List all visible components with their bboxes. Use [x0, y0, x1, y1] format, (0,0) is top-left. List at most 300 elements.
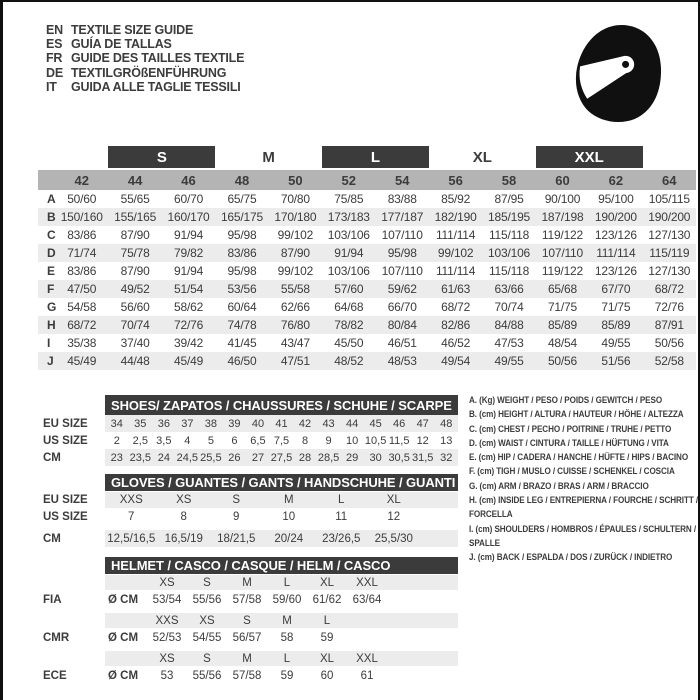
value-cell: 50/60: [67, 192, 97, 206]
value-cell: 28: [298, 451, 312, 464]
value-cell: XS: [176, 494, 192, 506]
value-cell: 8: [180, 510, 187, 523]
value-cell: 87/90: [120, 264, 150, 278]
value-cell: 40: [251, 417, 265, 430]
value-cell: 27,5: [270, 451, 293, 464]
value-cell: 87/90: [280, 246, 310, 260]
value-cell: 46/50: [227, 354, 257, 368]
size-label: XS: [159, 576, 175, 589]
value-cell: 64/68: [334, 300, 364, 314]
value-cell: 52/53: [152, 631, 182, 644]
diameter-label: Ø CM: [108, 631, 139, 644]
legend-item-h: H. (cm) INSIDE LEG / ENTREPIERNA / FOURCHE / SCHRITT / FORCELLA: [469, 495, 699, 520]
helmet-values-row-fia: [38, 590, 696, 609]
value-cell: 62/66: [280, 300, 310, 314]
size-group-s: S: [108, 146, 215, 168]
value-cell: 182/190: [434, 210, 477, 224]
value-cell: 6: [231, 434, 238, 447]
value-cell: 173/183: [327, 210, 370, 224]
value-cell: 85/92: [441, 192, 471, 206]
value-cell: 2,5: [132, 434, 148, 447]
value-cell: 51/56: [601, 354, 631, 368]
language-title: GUÍA DE TALLAS: [71, 37, 172, 52]
value-cell: 55/58: [280, 282, 310, 296]
value-cell: 36: [157, 417, 170, 430]
value-cell: 68/72: [67, 318, 97, 332]
gloves-table-title: GLOVES / GUANTES / GANTS / HANDSCHUHE / GUANTI: [105, 474, 458, 491]
legend-item-f: F. (cm) TIGH / MUSLO / CUISSE / SCHENKEL / COSCIA: [469, 466, 675, 477]
size-label: S: [243, 614, 251, 627]
value-cell: 76/80: [280, 318, 310, 332]
language-code: ES: [46, 37, 63, 52]
helmet-sizes-values: [105, 575, 458, 590]
value-cell: 46/52: [441, 336, 471, 350]
legend-item-e: E. (cm) HIP / CADERA / HANCHE / HÜFTE / HIPS / BACINO: [469, 452, 689, 463]
value-cell: 99/102: [437, 246, 474, 260]
value-cell: 8: [301, 434, 309, 447]
value-cell: 75/78: [120, 246, 150, 260]
value-cell: 187/198: [541, 210, 584, 224]
value-cell: 6,5: [250, 434, 266, 447]
row-label: D: [47, 246, 56, 260]
value-cell: M: [283, 494, 294, 506]
value-cell: 56/60: [120, 300, 150, 314]
gloves-values-cm: [105, 530, 458, 547]
value-cell: 27: [251, 451, 265, 464]
row-label: US SIZE: [43, 510, 88, 523]
value-cell: 155/165: [114, 210, 157, 224]
value-cell: 48: [440, 417, 453, 430]
measurement-legend: [469, 393, 700, 565]
language-row: [46, 66, 244, 80]
value-cell: 12: [416, 434, 429, 447]
value-cell: 25,5: [200, 451, 222, 464]
value-cell: 150/160: [60, 210, 103, 224]
size-label: XXL: [356, 576, 378, 589]
size-group-l: L: [322, 146, 429, 168]
value-cell: 10,5: [364, 434, 387, 447]
value-cell: 91/94: [174, 264, 204, 278]
value-cell: 13: [440, 434, 453, 447]
value-cell: 55/56: [192, 593, 222, 606]
value-cell: 48/52: [334, 354, 364, 368]
size-label: XL: [319, 576, 335, 589]
gloves-values-us: [105, 508, 458, 525]
value-cell: 91/94: [334, 246, 364, 260]
measurement-row-g: [38, 298, 696, 316]
value-cell: 59: [320, 631, 334, 644]
value-cell: 111/114: [435, 228, 476, 242]
value-cell: 95/98: [387, 246, 417, 260]
legend-item-c: C. (cm) CHEST / PECHO / POITRINE / TRUHE / PETTO: [469, 423, 672, 434]
row-label: J: [47, 354, 54, 368]
value-cell: 42: [298, 417, 312, 430]
standard-name: FIA: [43, 593, 62, 606]
value-cell: 24: [157, 451, 170, 464]
value-cell: 59/62: [387, 282, 417, 296]
value-cell: 103/106: [327, 264, 370, 278]
diameter-label: Ø CM: [108, 669, 139, 682]
value-cell: 12,5/16,5: [107, 532, 156, 545]
value-cell: 60/64: [227, 300, 257, 314]
value-cell: 49/54: [441, 354, 471, 368]
value-cell: XXS: [119, 494, 143, 506]
value-cell: 3,5: [156, 434, 172, 447]
value-cell: 9: [325, 434, 332, 447]
value-cell: 10: [345, 434, 359, 447]
value-cell: 95/98: [227, 228, 257, 242]
diameter-label: Ø CM: [108, 593, 139, 606]
value-cell: 63/64: [352, 593, 382, 606]
value-cell: 75/85: [334, 192, 364, 206]
value-cell: 26: [228, 451, 241, 464]
size-label: M: [242, 652, 252, 665]
value-cell: 84/88: [494, 318, 524, 332]
row-label: H: [47, 318, 56, 332]
value-cell: 2: [113, 434, 120, 447]
size-label: S: [203, 652, 211, 665]
language-code: DE: [46, 65, 63, 80]
language-title: GUIDA ALLE TAGLIE TESSILI: [71, 79, 241, 94]
value-cell: 45/49: [174, 354, 204, 368]
shoes-table-title: SHOES/ ZAPATOS / CHAUSSURES / SCHUHE / SCARPE: [105, 395, 458, 415]
value-cell: 123/126: [594, 264, 637, 278]
value-cell: 78/82: [334, 318, 364, 332]
row-label: CM: [43, 451, 61, 464]
value-cell: 53/54: [152, 593, 182, 606]
helmet-sizes-row-ece: [38, 651, 696, 666]
main-size-table: [38, 146, 696, 370]
value-cell: 61: [360, 669, 374, 682]
value-cell: 9: [233, 510, 240, 523]
value-cell: 23: [110, 451, 123, 464]
value-cell: 25,5/30: [374, 532, 413, 545]
value-cell: 59: [280, 669, 294, 682]
value-cell: 56/57: [232, 631, 262, 644]
value-cell: 53/56: [227, 282, 257, 296]
shoes-values-us: [105, 432, 458, 449]
size-label: L: [323, 614, 331, 627]
size-group-m: M: [262, 148, 275, 166]
value-cell: 71/75: [601, 300, 631, 314]
value-cell: 85/89: [601, 318, 631, 332]
value-cell: 12: [387, 510, 401, 523]
value-cell: 58/62: [174, 300, 204, 314]
value-cell: 67/70: [601, 282, 631, 296]
value-cell: 65/75: [227, 192, 257, 206]
size-group-xl: XL: [472, 148, 492, 166]
size-label: 46: [181, 172, 196, 188]
value-cell: 49/52: [120, 282, 150, 296]
value-cell: 83/86: [67, 264, 97, 278]
value-cell: 39: [228, 417, 241, 430]
value-cell: 103/106: [488, 246, 531, 260]
measurement-row-a: [38, 190, 696, 208]
helmet-values: [105, 628, 458, 647]
size-label: 60: [555, 172, 570, 188]
measurement-row-d: [38, 244, 696, 262]
size-label: XS: [199, 614, 215, 627]
language-title: TEXTILGRÖßENFÜHRUNG: [71, 65, 227, 80]
value-cell: 60: [320, 669, 334, 682]
value-cell: 34: [110, 417, 123, 430]
value-cell: 54/55: [192, 631, 222, 644]
value-cell: 82/86: [441, 318, 471, 332]
value-cell: 53: [160, 669, 174, 682]
value-cell: 50/56: [654, 336, 684, 350]
measurement-row-f: [38, 280, 696, 298]
value-cell: 119/122: [541, 228, 583, 242]
value-cell: 47/53: [494, 336, 524, 350]
value-cell: 54/58: [67, 300, 97, 314]
value-cell: 48/53: [387, 354, 417, 368]
value-cell: 60/70: [174, 192, 204, 206]
value-cell: 11,5: [388, 434, 410, 447]
value-cell: 59/60: [272, 593, 302, 606]
value-cell: 85/89: [547, 318, 577, 332]
value-cell: 46/51: [387, 336, 417, 350]
language-title-list: [46, 23, 244, 94]
value-cell: 55/56: [192, 669, 222, 682]
row-label: EU SIZE: [43, 494, 88, 506]
value-cell: 71/75: [547, 300, 577, 314]
size-label: 52: [341, 172, 357, 188]
value-cell: 50/56: [547, 354, 577, 368]
value-cell: 35: [134, 417, 147, 430]
value-cell: 43/47: [280, 336, 310, 350]
value-cell: 55/65: [120, 192, 150, 206]
value-cell: 119/122: [541, 264, 583, 278]
measurement-row-j: [38, 352, 696, 370]
value-cell: 30,5: [388, 451, 410, 464]
legend-item-a: A. (Kg) WEIGHT / PESO / POIDS / GEWITCH / PESO: [469, 395, 663, 405]
value-cell: 190/200: [648, 210, 691, 224]
measurement-row-i: [38, 334, 696, 352]
measurement-rows: [38, 190, 696, 370]
value-cell: 115/119: [649, 246, 690, 260]
value-cell: 5: [207, 434, 214, 447]
value-cell: 44/48: [120, 354, 150, 368]
value-cell: 39/42: [174, 336, 204, 350]
helmet-size-table: [38, 557, 696, 687]
value-cell: 79/82: [174, 246, 204, 260]
value-cell: 74/78: [227, 318, 257, 332]
helmet-values-row-cmr: [38, 628, 696, 647]
value-cell: 46: [393, 417, 406, 430]
value-cell: 87/91: [654, 318, 684, 332]
value-cell: 44: [345, 417, 359, 430]
language-row: [46, 23, 244, 37]
legend-item-j: J. (cm) BACK / ESPALDA / DOS / ZURÜCK / INDIETRO: [469, 552, 673, 563]
measurement-row-e: [38, 262, 696, 280]
value-cell: 63/66: [494, 282, 524, 296]
value-cell: 165/175: [220, 210, 263, 224]
value-cell: 43: [322, 417, 335, 430]
helmet-sizes-values: [105, 651, 458, 666]
legend-item-g: G. (cm) ARM / BRAZO / BRAS / ARM / BRACCIO: [469, 480, 649, 491]
row-label: F: [47, 282, 55, 296]
value-cell: 70/80: [280, 192, 310, 206]
value-cell: 61/62: [312, 593, 342, 606]
helmet-sizes-row-fia: [38, 575, 696, 590]
value-cell: 20/24: [274, 532, 304, 545]
value-cell: 57/58: [232, 593, 262, 606]
value-cell: 87/90: [120, 228, 150, 242]
language-row: [46, 80, 244, 94]
value-cell: 115/118: [488, 264, 530, 278]
value-cell: 87/95: [494, 192, 524, 206]
measurement-row-h: [38, 316, 696, 334]
value-cell: 28,5: [317, 451, 340, 464]
language-title: GUIDE DES TAILLES TEXTILE: [71, 51, 245, 66]
row-label: I: [47, 336, 51, 350]
helmet-table-title: HELMET / CASCO / CASQUE / HELM / CASCO: [105, 557, 458, 574]
value-cell: 37: [181, 417, 194, 430]
row-label: B: [47, 210, 56, 224]
value-cell: 49/55: [494, 354, 524, 368]
language-code: FR: [46, 51, 63, 66]
value-cell: 66/70: [387, 300, 417, 314]
size-label: 62: [608, 172, 624, 188]
value-cell: 65/68: [547, 282, 577, 296]
row-label: A: [47, 192, 56, 206]
measurement-row-c: [38, 226, 696, 244]
value-cell: 47/50: [67, 282, 97, 296]
value-cell: 68/72: [441, 300, 471, 314]
value-cell: 103/106: [327, 228, 370, 242]
value-cell: 71/74: [67, 246, 97, 260]
standard-name: CMR: [43, 631, 70, 644]
value-cell: 30: [369, 451, 382, 464]
value-cell: 72/76: [654, 300, 684, 314]
value-cell: 11: [335, 510, 348, 523]
size-label: L: [283, 576, 291, 589]
legend-item-d: D. (cm) WAIST / CINTURA / TAILLE / HÜFTUNG / VITA: [469, 437, 669, 448]
value-cell: 23,5: [129, 451, 151, 464]
value-cell: 45: [369, 417, 382, 430]
value-cell: L: [338, 494, 345, 506]
shoes-values-eu: [105, 415, 458, 432]
value-cell: 70/74: [120, 318, 150, 332]
value-cell: 111/114: [435, 264, 476, 278]
value-cell: 47/51: [280, 354, 310, 368]
value-cell: 47: [416, 417, 429, 430]
size-label: 54: [394, 172, 410, 188]
value-cell: 107/110: [541, 246, 583, 260]
value-cell: 83/86: [227, 246, 257, 260]
value-cell: 7: [128, 510, 135, 523]
value-cell: 10: [282, 510, 296, 523]
value-cell: 90/100: [544, 192, 581, 206]
size-group-row: [38, 146, 696, 168]
value-cell: S: [232, 494, 241, 506]
size-label: 64: [662, 172, 677, 188]
size-label: 58: [501, 172, 517, 188]
value-cell: 38: [204, 417, 218, 430]
value-cell: 45/49: [67, 354, 97, 368]
row-label: E: [47, 264, 56, 278]
language-code: IT: [46, 79, 57, 94]
size-label: 56: [448, 172, 463, 188]
helmet-sizes-row-cmr: [38, 613, 696, 628]
language-code: EN: [46, 23, 63, 37]
size-label: XXS: [155, 614, 179, 627]
value-cell: 37/40: [120, 336, 150, 350]
value-cell: 83/88: [387, 192, 417, 206]
size-label: XS: [159, 652, 175, 665]
size-label: S: [203, 576, 211, 589]
shoes-values-cm: [105, 449, 458, 466]
value-cell: 68/72: [654, 282, 684, 296]
value-cell: 99/102: [277, 264, 314, 278]
value-cell: 107/110: [381, 228, 423, 242]
value-cell: 7,5: [273, 434, 290, 447]
size-header-row: [38, 170, 696, 190]
value-cell: 83/86: [67, 228, 97, 242]
value-cell: 16,5/19: [164, 532, 203, 545]
gloves-values-eu: [105, 492, 458, 508]
value-cell: 70/74: [494, 300, 524, 314]
value-cell: 41: [275, 417, 288, 430]
helmet-sizes-values: [105, 613, 458, 628]
row-label: C: [47, 228, 56, 242]
value-cell: 24,5: [176, 451, 199, 464]
value-cell: 80/84: [387, 318, 417, 332]
row-label: CM: [43, 532, 61, 545]
value-cell: 91/94: [174, 228, 204, 242]
size-label: 50: [288, 172, 303, 188]
language-row: [46, 51, 244, 65]
value-cell: 49/55: [601, 336, 631, 350]
legend-item-b: B. (cm) HEIGHT / ALTURA / HAUTEUR / HÖHE / ALTEZZA: [469, 409, 684, 420]
size-label: XL: [319, 652, 335, 665]
value-cell: 177/187: [381, 210, 424, 224]
size-group-xxl: XXL: [536, 146, 643, 168]
value-cell: 31,5: [411, 451, 434, 464]
value-cell: 32: [440, 451, 453, 464]
size-label: M: [242, 576, 252, 589]
value-cell: 41/45: [227, 336, 257, 350]
racing-helmet-icon: [575, 25, 661, 123]
value-cell: 29: [345, 451, 359, 464]
helmet-values-row-ece: [38, 666, 696, 685]
value-cell: 95/100: [598, 192, 634, 206]
value-cell: 58: [280, 631, 294, 644]
legend-item-i: I. (cm) SHOULDERS / HOMBROS / ÉPAULES / SCHULTERN / SPALLE: [469, 523, 697, 548]
language-row: [46, 37, 244, 51]
value-cell: 111/114: [596, 246, 636, 260]
value-cell: 95/98: [227, 264, 257, 278]
size-label: XXL: [356, 652, 378, 665]
value-cell: 45/50: [334, 336, 364, 350]
measurement-row-b: [38, 208, 696, 226]
value-cell: 127/130: [648, 264, 691, 278]
helmet-values: [105, 590, 458, 609]
standard-name: ECE: [43, 669, 67, 682]
value-cell: 107/110: [381, 264, 423, 278]
size-label: L: [283, 652, 291, 665]
value-cell: 57/60: [334, 282, 364, 296]
value-cell: 127/130: [648, 228, 691, 242]
row-label: G: [47, 300, 57, 314]
value-cell: 52/58: [654, 354, 684, 368]
value-cell: 170/180: [274, 210, 317, 224]
helmet-values: [105, 666, 458, 685]
value-cell: 4: [184, 434, 191, 447]
value-cell: 190/200: [594, 210, 637, 224]
value-cell: 51/54: [174, 282, 204, 296]
value-cell: 23/26,5: [322, 532, 361, 545]
